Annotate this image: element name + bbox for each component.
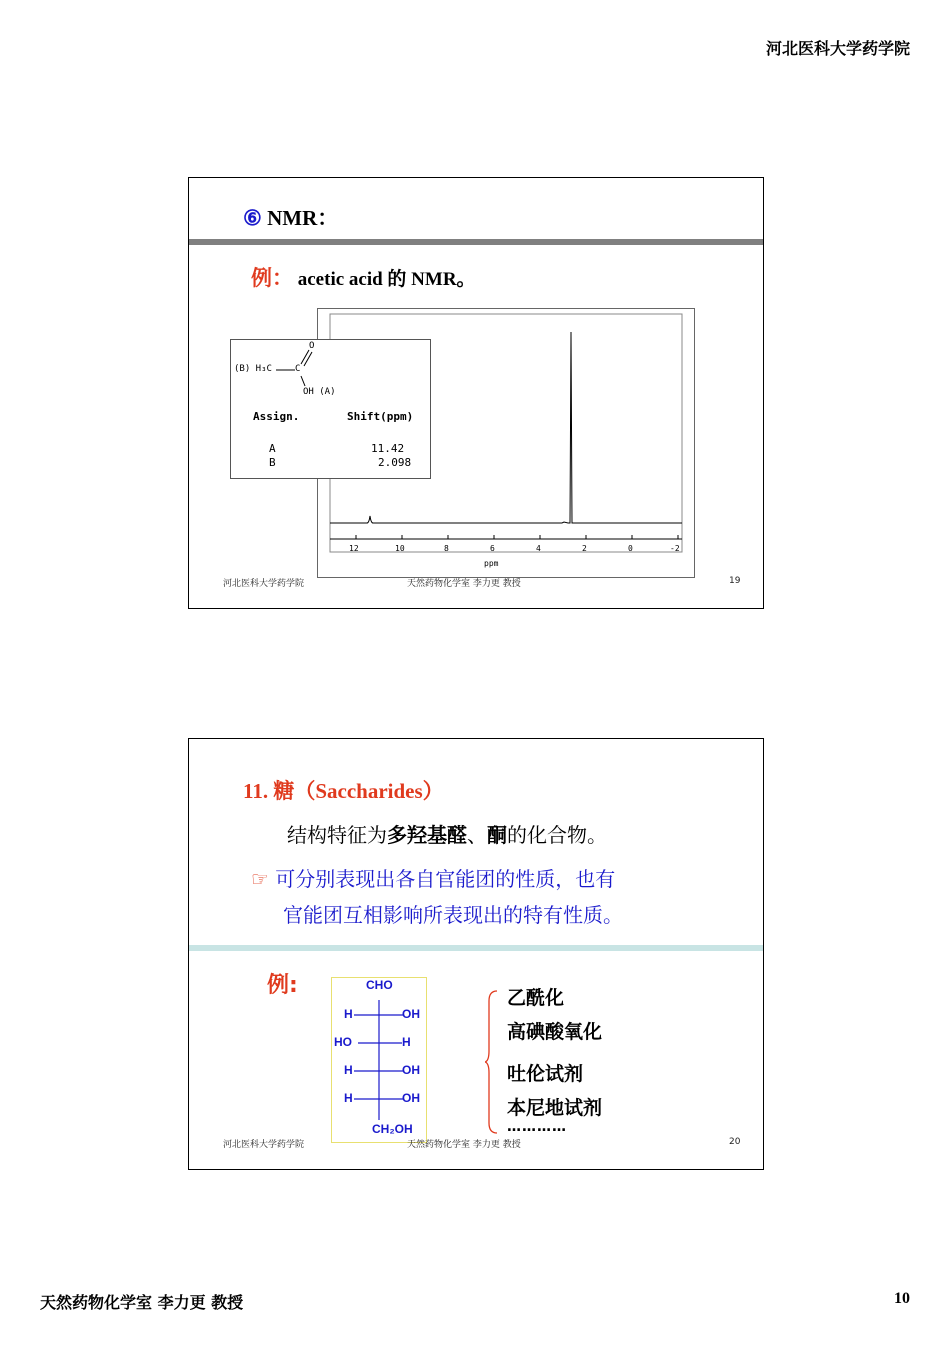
reaction-ellipsis: …………	[507, 1119, 567, 1135]
fischer-right: OH	[402, 1091, 420, 1105]
structure-oh: OH (A)	[303, 387, 336, 397]
page-number: 10	[894, 1290, 910, 1307]
property-text-1: 可分别表现出各自官能团的性质，也有	[275, 867, 616, 891]
structure-o: O	[309, 341, 315, 351]
header-shift: Shift(ppm)	[347, 410, 414, 423]
slide-nmr	[188, 177, 764, 609]
tick-label: -2	[670, 544, 680, 553]
row-b-assign: B	[269, 456, 276, 469]
title-number: 11.	[243, 779, 269, 803]
definition-bold-1: 多羟基醛	[387, 823, 467, 847]
tick-label: 2	[582, 544, 587, 553]
slide-footer-center: 天然药物化学室 李力更 教授	[407, 579, 521, 589]
circle-number: ⑥	[243, 206, 262, 230]
definition-sep: 、	[467, 823, 487, 847]
tick-label: 8	[444, 544, 449, 553]
slide-title-text: NMR：	[267, 206, 339, 230]
structure-c: C	[295, 364, 301, 374]
slide-number: 20	[729, 1137, 741, 1147]
reaction-item: 本尼地试剂	[507, 1097, 603, 1119]
example-text: acetic acid 的 NMR。	[297, 269, 476, 290]
fischer-right: OH	[402, 1063, 420, 1077]
example-label: 例：	[251, 266, 293, 290]
fischer-left: H	[344, 1063, 353, 1077]
fischer-left: H	[344, 1007, 353, 1021]
reaction-item: 高碘酸氧化	[507, 1021, 603, 1043]
definition-bold-2: 酮	[487, 823, 507, 847]
row-b-shift: 2.098	[378, 456, 412, 469]
definition-end: 的化合物。	[507, 823, 607, 847]
pointer-icon: ☞	[251, 867, 269, 891]
slide-footer-center: 天然药物化学室 李力更 教授	[407, 1140, 521, 1150]
structure-definition	[287, 819, 607, 848]
section-divider	[189, 945, 763, 951]
assignment-table	[230, 339, 431, 479]
fischer-top: CHO	[366, 978, 393, 992]
row-a-assign: A	[269, 442, 276, 455]
fischer-right: OH	[402, 1007, 420, 1021]
brace-icon	[485, 989, 499, 1135]
tick-label: 12	[349, 544, 359, 553]
title-en: （Saccharides）	[294, 779, 444, 803]
axis-label: ppm	[484, 559, 499, 568]
structure-ch3: (B) H₃C	[234, 364, 272, 374]
fischer-left: HO	[334, 1035, 352, 1049]
title-divider	[189, 239, 763, 245]
page-footer-author: 天然药物化学室 李力更 教授	[40, 1293, 244, 1312]
fischer-left: H	[344, 1091, 353, 1105]
slide-title	[243, 202, 338, 232]
slide-title	[243, 775, 444, 805]
slide-footer-left: 河北医科大学药学院	[223, 579, 305, 589]
property-line-2: 官能团互相影响所表现出的特有性质。	[283, 903, 623, 927]
row-a-shift: 11.42	[371, 442, 405, 455]
slide-saccharides	[188, 738, 764, 1170]
tick-label: 0	[628, 544, 633, 553]
example-label: 例:	[267, 973, 298, 998]
title-cn: 糖	[273, 779, 295, 803]
fischer-right: H	[402, 1035, 411, 1049]
property-line-1	[251, 863, 615, 892]
definition-text: 结构特征为	[287, 823, 387, 847]
header-assign: Assign.	[253, 410, 300, 423]
fischer-projection	[331, 977, 427, 1143]
example-line	[251, 262, 476, 292]
tick-label: 10	[395, 544, 405, 553]
tick-label: 4	[536, 544, 541, 553]
slide-number: 19	[729, 576, 741, 586]
reaction-item: 乙酰化	[507, 987, 565, 1009]
slide-footer-left: 河北医科大学药学院	[223, 1140, 305, 1150]
reaction-item: 吐伦试剂	[507, 1063, 584, 1085]
tick-label: 6	[490, 544, 495, 553]
page-header: 河北医科大学药学院	[765, 39, 910, 58]
fischer-bottom: CH₂OH	[372, 1122, 413, 1136]
